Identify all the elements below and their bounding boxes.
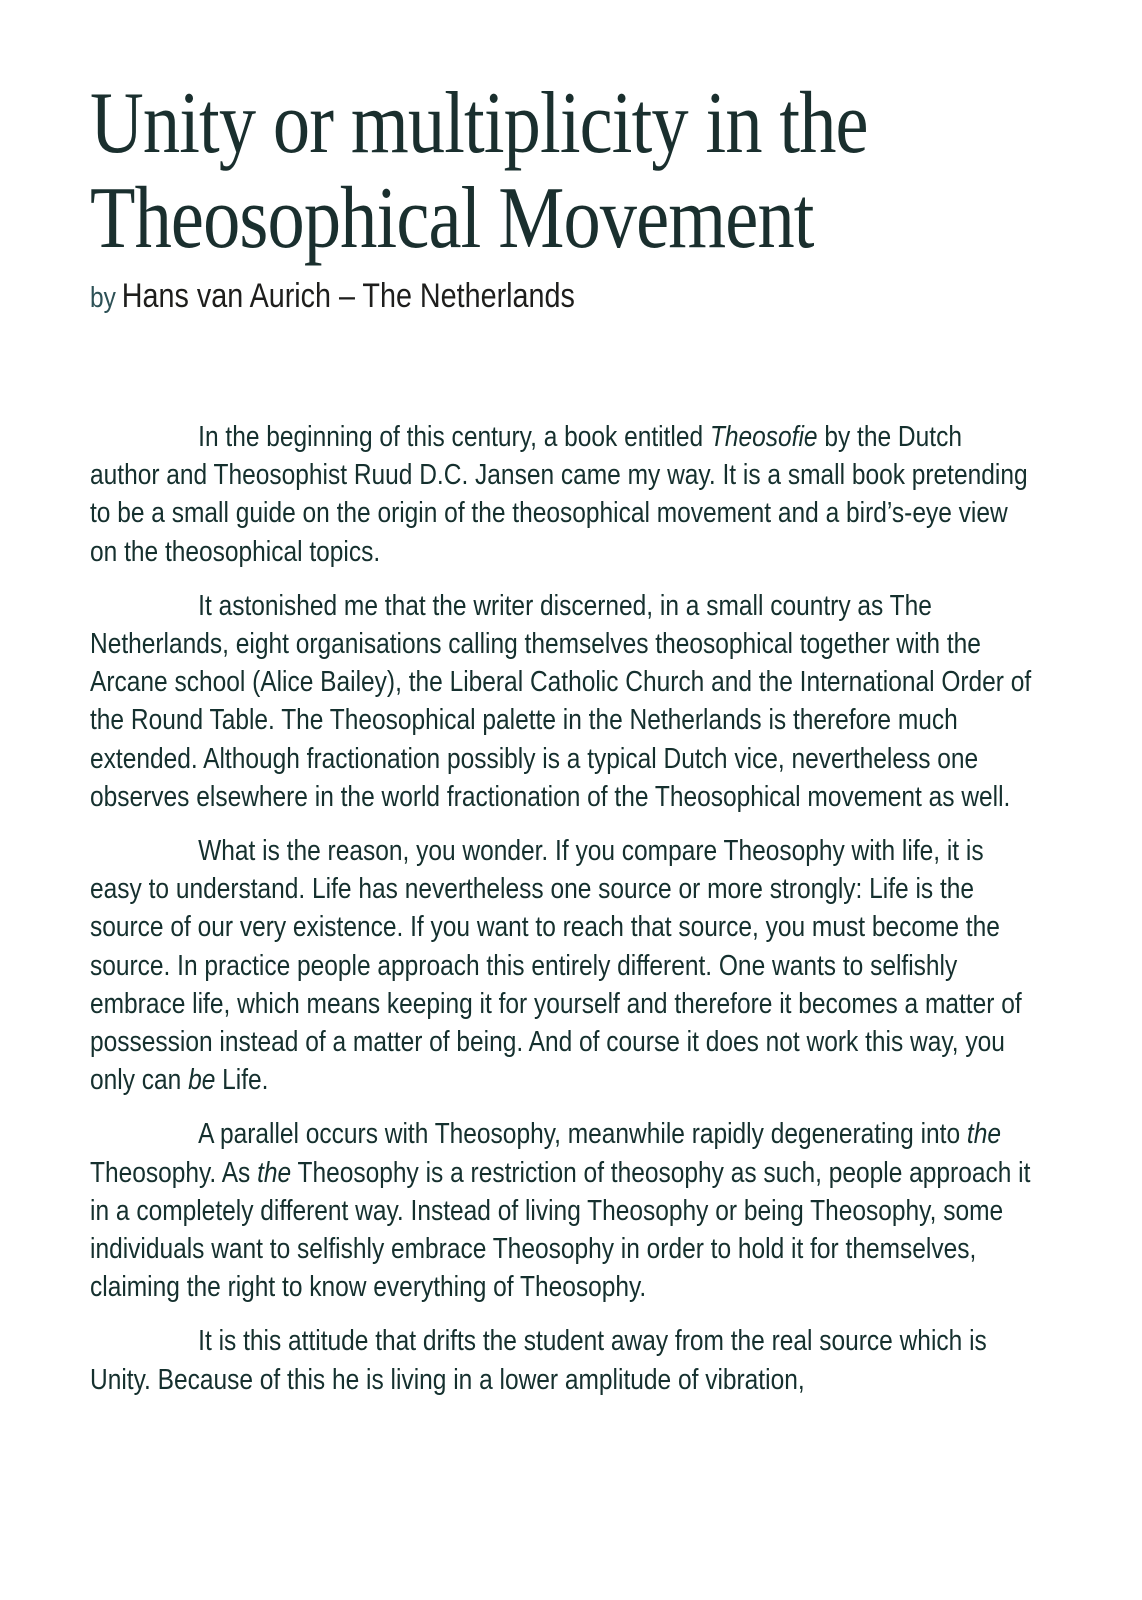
title-line-2: Theosophical Movement [90, 170, 814, 267]
italic-run: Theosofie [709, 421, 818, 453]
italic-run: the [966, 1118, 1001, 1151]
text-run: It is this attitude that drifts the student away from the real source which is Unity. Because of this he is living in a lower amplitude of vibration, [90, 1325, 987, 1396]
paragraph [90, 1322, 1036, 1398]
page-title [90, 76, 1036, 266]
text-run: What is the reason, you wonder. If you compare Theosophy with life, it is easy to understand. Life has nevertheless one source or more strongly: Life is the source of our very existence. If you want to reach that source, you must become the source. In practice people approach this entirely different. One wants to selfishly embrace life, which means keeping it for yourself and therefore it becomes a matter of possession instead of a matter of being. And of course it does not work this way, you only can [90, 835, 1022, 1097]
text-run: by the Dutch author and Theosophist Ruud D.C. Jansen came my way. It is a small book pretending to be a small guide on the origin of the theosophical movement and a bird’s-eye view on the theosophical topics. [90, 421, 1028, 568]
paragraph [90, 418, 1036, 571]
article-body [90, 418, 1036, 1399]
paragraph [90, 587, 1036, 816]
byline [90, 274, 1036, 320]
italic-run: the [257, 1156, 292, 1189]
byline-author: Hans van Aurich – The Netherlands [121, 277, 575, 315]
text-run: A parallel occurs with Theosophy, meanwhile rapidly degenerating into [198, 1118, 967, 1151]
title-line-1: Unity or multiplicity in the [90, 75, 868, 172]
byline-prefix: by [90, 282, 116, 314]
document-page [90, 0, 1036, 1399]
italic-run: be [188, 1064, 216, 1097]
paragraph [90, 1115, 1036, 1306]
paragraph [90, 832, 1036, 1099]
text-run: Theosophy. As [90, 1156, 258, 1189]
text-run: In the beginning of this century, a book entitled [198, 421, 710, 453]
text-run: Theosophy is a restriction of theosophy as such, people approach it in a completely different way. Instead of living Theosophy or being Theosophy, some individuals want to selfishly embrace Theosophy in order to hold it for themselves, claiming the right to know everything of Theosophy. [90, 1156, 1031, 1304]
text-run: It astonished me that the writer discerned, in a small country as The Netherlands, eight organisations calling themselves theosophical together with the Arcane school (Alice Bailey), the Liberal Catholic Church and the International Order of the Round Table. The Theosophical palette in the Netherlands is therefore much extended. Although fractionation possibly is a typical Dutch vice, nevertheless one observes elsewhere in the world fractionation of the Theosophical movement as well. [90, 589, 1032, 813]
text-run: Life. [215, 1064, 269, 1097]
